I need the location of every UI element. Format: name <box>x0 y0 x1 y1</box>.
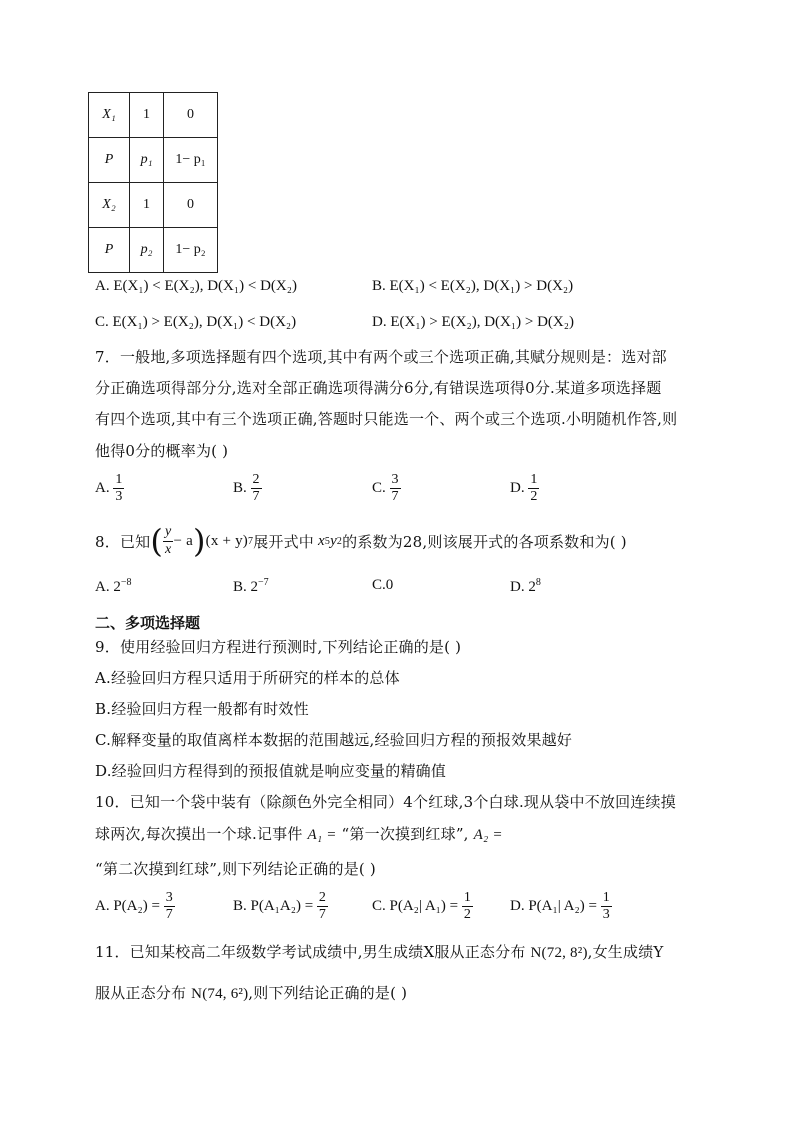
exponent: −7 <box>258 577 269 588</box>
section-heading: 二、多项选择题 <box>95 614 201 632</box>
table-cell: X₁ <box>89 93 130 138</box>
table-cell: X₂ <box>89 183 130 228</box>
exponent: 5 <box>324 535 331 547</box>
q10-option-b <box>233 890 328 923</box>
q8-stem <box>95 522 627 560</box>
q11-stem-line1 <box>95 941 664 962</box>
q7-option-b <box>233 472 262 505</box>
table-cell: 1 <box>130 93 164 138</box>
q8-suffix: 的系数为28,则该展开式的各项系数和为( ) <box>342 532 627 551</box>
exponent: 7 <box>247 535 254 547</box>
q7-stem-line3: 有四个选项,其中有三个选项正确,答题时只能选一个、两个或三个选项.小明随机作答,则 <box>95 410 678 428</box>
q7-stem-line4: 他得0分的概率为( ) <box>95 442 229 460</box>
q6-option-b: B. E(X₁) < E(X₂), D(X₁) > D(X₂) <box>372 278 574 294</box>
q11-text: ,女生成绩Y <box>587 943 664 961</box>
fraction <box>113 472 124 505</box>
q10-stem-line3: “第二次摸到红球”,则下列结论正确的是( ) <box>95 860 376 878</box>
numerator: 2 <box>317 890 328 907</box>
option-label: C. <box>372 480 386 497</box>
denominator: 7 <box>252 489 260 505</box>
fraction <box>251 472 262 505</box>
q6-option-a: A. E(X₁) < E(X₂), D(X₁) < D(X₂) <box>95 278 297 294</box>
denominator: 3 <box>115 489 123 505</box>
term-x: x <box>318 532 325 549</box>
q8-option-a <box>95 577 131 596</box>
fraction <box>390 472 401 505</box>
option-label: C. P(A₂| A₁) = <box>372 898 459 915</box>
right-paren: ) <box>192 522 206 560</box>
fraction <box>163 524 173 557</box>
numerator: 3 <box>390 472 401 489</box>
denominator: 7 <box>391 489 399 505</box>
table-cell: 0 <box>164 183 218 228</box>
q9-stem: 9．使用经验回归方程进行预测时,下列结论正确的是( ) <box>95 638 462 656</box>
q7-stem-line2: 分正确选项得部分分,选对全部正确选项得满分6分,有错误选项得0分.某道多项选择题 <box>95 379 662 397</box>
q9-option-d: D.经验回归方程得到的预报值就是响应变量的精确值 <box>95 762 447 780</box>
left-paren: ( <box>150 522 164 560</box>
denominator: 2 <box>463 907 471 923</box>
table-cell: P <box>89 228 130 273</box>
q8-prefix: 8．已知 <box>95 532 151 551</box>
normal-dist-y: N(74, 6²) <box>191 986 249 1002</box>
table-cell: p₂ <box>130 228 164 273</box>
option-label: B. <box>233 480 247 497</box>
q8-option-b <box>233 577 269 596</box>
exponent: 8 <box>535 577 541 588</box>
option-text: C.0 <box>372 577 394 593</box>
table-row <box>89 183 218 228</box>
table-cell: 1 <box>130 183 164 228</box>
numerator: 1 <box>113 472 124 489</box>
table-row <box>89 228 218 273</box>
table-cell: 0 <box>164 93 218 138</box>
q7-option-c <box>372 472 401 505</box>
table-cell: p₁ <box>130 138 164 183</box>
table-cell: 1− p₂ <box>164 228 218 273</box>
q11-text: 11．已知某校高二年级数学考试成绩中,男生成绩X服从正态分布 <box>95 943 526 961</box>
table-row <box>89 93 218 138</box>
option-text: B. 2 <box>233 579 259 595</box>
q10-option-a <box>95 890 175 923</box>
table-cell: 1− p₁ <box>164 138 218 183</box>
q7-option-a <box>95 472 124 505</box>
event-a1: A₁ = <box>307 827 337 843</box>
table-row <box>89 138 218 183</box>
denominator: 7 <box>165 907 173 923</box>
option-label: A. <box>95 480 110 497</box>
q8-option-c <box>372 577 393 594</box>
q11-text: 服从正态分布 <box>95 984 187 1002</box>
term-y: y <box>330 532 337 549</box>
denominator: 3 <box>602 907 610 923</box>
q10-stem-line2 <box>95 823 503 844</box>
event-a2: A₂ = <box>473 827 503 843</box>
fraction <box>601 890 612 923</box>
q10-option-d <box>510 890 612 923</box>
binomial: (x + y) <box>205 532 248 549</box>
option-label: D. <box>510 480 525 497</box>
q8-mid: 展开式中 <box>253 532 314 551</box>
q11-text: ,则下列结论正确的是( ) <box>248 984 408 1002</box>
distribution-table <box>88 92 218 273</box>
numerator: 1 <box>601 890 612 907</box>
exponent: 2 <box>336 535 343 547</box>
q8-option-d <box>510 577 541 596</box>
q7-option-d <box>510 472 539 505</box>
numerator: y <box>163 524 173 541</box>
q7-stem-line1: 7．一般地,多项选择题有四个选项,其中有两个或三个选项正确,其赋分规则是：选对部 <box>95 348 667 366</box>
option-text: D. 2 <box>510 579 536 595</box>
fraction <box>317 890 328 923</box>
fraction <box>528 472 539 505</box>
q9-option-a: A.经验回归方程只适用于所研究的样本的总体 <box>95 669 400 687</box>
numerator: 2 <box>251 472 262 489</box>
exponent: −8 <box>120 577 132 588</box>
option-label: A. P(A₂) = <box>95 898 160 915</box>
q9-option-b: B.经验回归方程一般都有时效性 <box>95 700 309 718</box>
numerator: 3 <box>164 890 175 907</box>
normal-dist-x: N(72, 8²) <box>530 945 588 961</box>
option-text: A. 2 <box>95 579 121 595</box>
q6-option-c: C. E(X₁) > E(X₂), D(X₁) < D(X₂) <box>95 314 297 330</box>
denominator: x <box>165 541 172 557</box>
denominator: 7 <box>318 907 326 923</box>
q6-option-d: D. E(X₁) > E(X₂), D(X₁) > D(X₂) <box>372 314 574 330</box>
minus-a: − a <box>173 532 193 549</box>
q9-option-c: C.解释变量的取值离样本数据的范围越远,经验回归方程的预报效果越好 <box>95 731 573 749</box>
numerator: 1 <box>462 890 473 907</box>
option-label: D. P(A₁| A₂) = <box>510 898 597 915</box>
q10-option-c <box>372 890 473 923</box>
denominator: 2 <box>530 489 538 505</box>
fraction <box>164 890 175 923</box>
q10-stem-line1: 10．已知一个袋中装有（除颜色外完全相同）4个红球,3个白球.现从袋中不放回连续摸 <box>95 793 676 811</box>
fraction <box>462 890 473 923</box>
option-label: B. P(A₁A₂) = <box>233 898 314 915</box>
event-a1-text: “第一次摸到红球”, <box>341 825 469 843</box>
numerator: 1 <box>528 472 539 489</box>
q11-stem-line2 <box>95 982 407 1003</box>
q10-text: 球两次,每次摸出一个球.记事件 <box>95 825 303 843</box>
table-cell: P <box>89 138 130 183</box>
